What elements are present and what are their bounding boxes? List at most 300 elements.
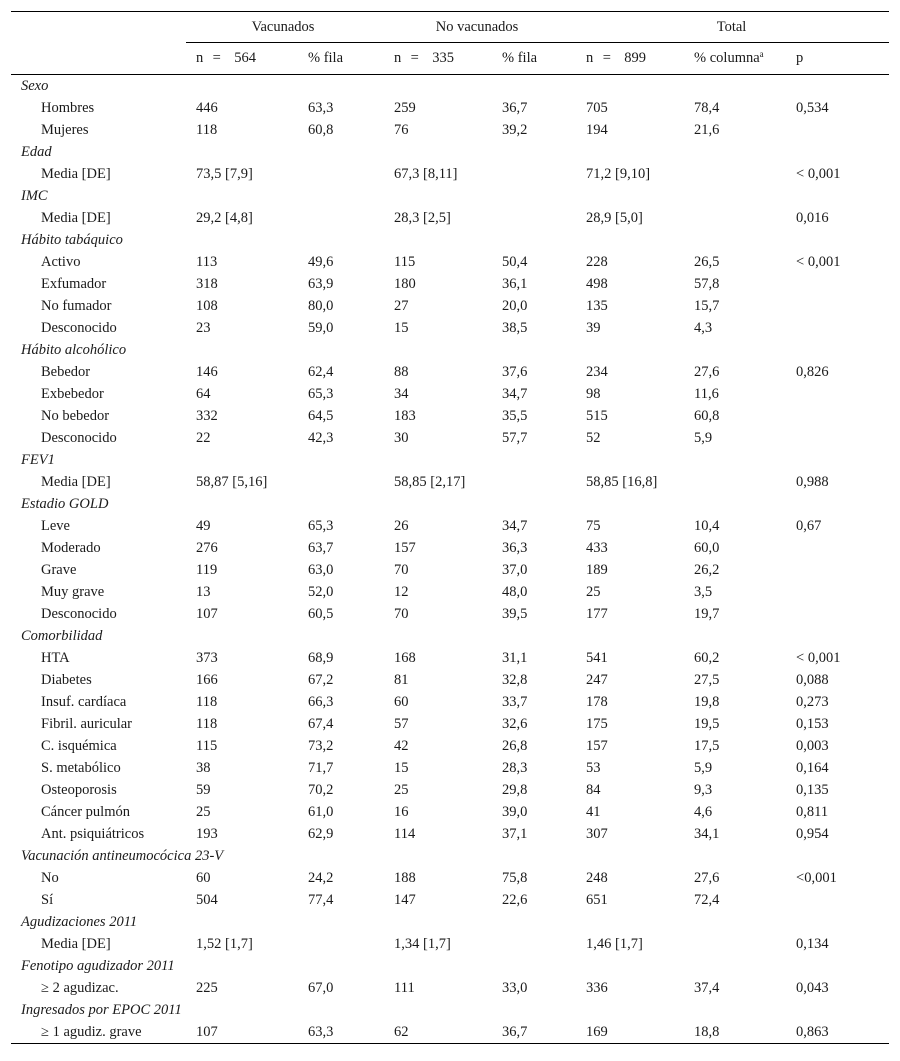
row-label: Activo: [41, 254, 81, 270]
n-vacunados-cell: 504: [196, 892, 218, 908]
row-label: Grave: [41, 562, 77, 578]
p-value-cell: [794, 889, 889, 911]
n-vacunados-cell: 113: [196, 254, 218, 270]
pct-no-vacunados-cell: 34,7: [502, 386, 528, 402]
empty-cell: [794, 625, 889, 647]
pct-total-cell: 78,4: [694, 100, 720, 116]
pct-header-total: % columna$^a$: [692, 43, 794, 75]
row-label: No fumador: [41, 298, 112, 314]
pct-no-vacunados-cell: 33,7: [502, 694, 528, 710]
empty-cell: [304, 955, 380, 977]
section-row: [11, 449, 889, 471]
n-total-cell: 307: [586, 826, 608, 842]
n-no-vacunados-cell: 26: [394, 518, 409, 534]
pct-vacunados-cell: 63,7: [308, 540, 334, 556]
empty-cell: [794, 185, 889, 207]
pct-no-vacunados-cell: 32,8: [502, 672, 528, 688]
empty-cell: [794, 449, 889, 471]
empty-cell: [692, 141, 794, 163]
table-row: [11, 295, 889, 317]
pct-no-vacunados-cell: 36,1: [502, 276, 528, 292]
empty-cell: [380, 141, 498, 163]
n-total-cell: 53: [586, 760, 601, 776]
empty-cell: [692, 493, 794, 515]
row-label: Media [DE]: [41, 936, 111, 952]
pct-total-cell: 15,7: [694, 298, 720, 314]
p-value-cell: < 0,001: [796, 650, 841, 666]
pct-vacunados-cell: 49,6: [308, 254, 334, 270]
pct-total-cell: 10,4: [694, 518, 720, 534]
empty-cell: [380, 955, 498, 977]
pct-no-vacunados-cell: 57,7: [502, 430, 528, 446]
empty-cell: [304, 625, 380, 647]
pct-total-cell: 27,6: [694, 364, 720, 380]
pct-vacunados-cell: 60,5: [308, 606, 334, 622]
pct-no-vacunados-cell: 37,0: [502, 562, 528, 578]
pct-total-cell: 60,0: [694, 540, 720, 556]
pct-total-cell: 21,6: [694, 122, 720, 138]
n-total-cell: 39: [586, 320, 601, 336]
n-total-cell: 541: [586, 650, 608, 666]
pct-total-cell: 19,5: [694, 716, 720, 732]
pct-vacunados-cell: 63,3: [308, 100, 334, 116]
pct-total-cell: 5,9: [694, 430, 713, 446]
n-total-cell: 177: [586, 606, 608, 622]
pct-total-cell: 17,5: [694, 738, 720, 754]
pct-vacunados-cell: 77,4: [308, 892, 334, 908]
empty-cell: [692, 75, 794, 98]
row-label: Sí: [41, 892, 54, 908]
empty-cell: [574, 229, 692, 251]
n-vacunados-cell: 115: [196, 738, 218, 754]
row-label: ≥ 2 agudizac.: [41, 980, 119, 996]
pct-no-vacunados-cell: 36,7: [498, 1021, 574, 1044]
empty-cell: [498, 207, 574, 229]
row-label: Exbebedor: [41, 386, 104, 402]
n-total-cell: 41: [586, 804, 601, 820]
pct-vacunados-cell: 63,9: [308, 276, 334, 292]
n-vacunados-cell: 107: [196, 606, 218, 622]
section-label: Agudizaciones 2011: [21, 914, 138, 930]
empty-cell: [574, 493, 692, 515]
pct-no-vacunados-cell: 26,8: [502, 738, 528, 754]
n-vacunados-cell: 118: [196, 716, 218, 732]
n-no-vacunados-cell: 183: [394, 408, 416, 424]
p-value-cell: 0,273: [796, 694, 829, 710]
empty-cell: [304, 845, 380, 867]
pct-vacunados-cell: 62,9: [308, 826, 334, 842]
group-header-vacunados: Vacunados: [186, 12, 380, 43]
pct-header-no-vacunados: % fila: [498, 43, 574, 75]
pct-vacunados-cell: 71,7: [308, 760, 334, 776]
n-vacunados-cell: 276: [196, 540, 218, 556]
pct-no-vacunados-cell: 32,6: [502, 716, 528, 732]
empty-cell: [186, 185, 304, 207]
pct-total-cell: 60,2: [694, 650, 720, 666]
p-value-cell: [794, 603, 889, 625]
table-row: [11, 537, 889, 559]
empty-cell: [304, 141, 380, 163]
n-no-vacunados-cell: 57: [394, 716, 409, 732]
empty-cell: [498, 493, 574, 515]
n-vacunados-cell: 64: [196, 386, 211, 402]
n-vacunados-cell: 318: [196, 276, 218, 292]
mean-total-cell: 58,85 [16,8]: [586, 474, 658, 490]
empty-cell: [498, 911, 574, 933]
row-label: Cáncer pulmón: [41, 804, 130, 820]
section-label: Hábito alcohólico: [21, 342, 127, 358]
section-row: [11, 141, 889, 163]
empty-cell: [380, 625, 498, 647]
empty-cell: [186, 493, 304, 515]
section-row: [11, 999, 889, 1021]
mean-no-vacunados-cell: 67,3 [8,11]: [394, 166, 458, 182]
row-label: Leve: [41, 518, 70, 534]
table-row: [11, 867, 889, 889]
p-value-cell: 0,67: [796, 518, 822, 534]
empty-cell: [186, 75, 304, 98]
n-no-vacunados-cell: 147: [394, 892, 416, 908]
n-total-cell: 25: [586, 584, 601, 600]
n-vacunados-cell: 60: [196, 870, 211, 886]
pct-total-cell: 19,8: [694, 694, 720, 710]
n-total-cell: 433: [586, 540, 608, 556]
section-row: [11, 845, 889, 867]
empty-cell: [794, 845, 889, 867]
mean-no-vacunados-cell: 58,85 [2,17]: [394, 474, 466, 490]
n-vacunados-cell: 118: [196, 122, 218, 138]
pct-vacunados-cell: 67,2: [308, 672, 334, 688]
n-no-vacunados-cell: 115: [394, 254, 416, 270]
empty-cell: [794, 911, 889, 933]
p-value-cell: [794, 405, 889, 427]
pct-vacunados-cell: 59,0: [308, 320, 334, 336]
row-label: Desconocido: [41, 320, 117, 336]
p-value-cell: [794, 537, 889, 559]
empty-cell: [498, 185, 574, 207]
empty-cell: [498, 471, 574, 493]
section-row: [11, 493, 889, 515]
pct-no-vacunados-cell: 39,2: [502, 122, 528, 138]
n-no-vacunados-cell: 88: [394, 364, 409, 380]
mean-vacunados-cell: 73,5 [7,9]: [196, 166, 253, 182]
empty-cell: [380, 493, 498, 515]
empty-cell: [498, 933, 574, 955]
n-total-cell: 248: [586, 870, 608, 886]
pct-no-vacunados-cell: 37,6: [502, 364, 528, 380]
pct-no-vacunados-cell: 35,5: [502, 408, 528, 424]
row-label: Bebedor: [41, 364, 91, 380]
empty-cell: [304, 999, 380, 1021]
table-body: [11, 75, 889, 1044]
n-total-cell: 98: [586, 386, 601, 402]
empty-cell: [574, 911, 692, 933]
table-row: [11, 977, 889, 999]
p-value-cell: [794, 581, 889, 603]
table-row: [11, 691, 889, 713]
p-value-cell: 0,135: [796, 782, 829, 798]
row-label: S. metabólico: [41, 760, 121, 776]
n-vacunados-cell: 25: [196, 804, 211, 820]
n-no-vacunados-cell: 15: [394, 760, 409, 776]
section-row: [11, 339, 889, 361]
section-row: [11, 229, 889, 251]
table-row: [11, 713, 889, 735]
n-no-vacunados-cell: 25: [394, 782, 409, 798]
empty-cell: [186, 229, 304, 251]
pct-total-cell: 19,7: [694, 606, 720, 622]
pct-vacunados-cell: 67,0: [308, 980, 334, 996]
p-value-cell: 0,134: [796, 936, 829, 952]
empty-cell: [692, 339, 794, 361]
pct-no-vacunados-cell: 28,3: [502, 760, 528, 776]
n-vacunados-cell: 108: [196, 298, 218, 314]
n-total-cell: 175: [586, 716, 608, 732]
empty-cell: [304, 493, 380, 515]
n-no-vacunados-cell: 16: [394, 804, 409, 820]
table-container: [11, 11, 889, 1044]
group-header-total: Total: [574, 12, 889, 43]
n-total-cell: 228: [586, 254, 608, 270]
pct-total-cell: 27,6: [694, 870, 720, 886]
empty-cell: [186, 339, 304, 361]
empty-cell: [692, 163, 794, 185]
empty-cell: [498, 163, 574, 185]
empty-cell: [574, 339, 692, 361]
mean-no-vacunados-cell: 28,3 [2,5]: [394, 210, 451, 226]
empty-cell: [498, 955, 574, 977]
pct-vacunados-cell: 73,2: [308, 738, 334, 754]
n-header-no-vacunados: n = 335: [380, 43, 498, 75]
n-total-cell: 189: [586, 562, 608, 578]
empty-cell: [692, 625, 794, 647]
empty-cell: [186, 911, 304, 933]
table-row: [11, 581, 889, 603]
n-no-vacunados-cell: 34: [394, 386, 409, 402]
n-no-vacunados-cell: 188: [394, 870, 416, 886]
p-value-cell: < 0,001: [796, 166, 841, 182]
table-row: [11, 361, 889, 383]
n-total-cell: 194: [586, 122, 608, 138]
pct-total-cell: 60,8: [694, 408, 720, 424]
n-no-vacunados-cell: 70: [394, 606, 409, 622]
section-row: [11, 955, 889, 977]
empty-cell: [304, 185, 380, 207]
empty-cell: [692, 207, 794, 229]
empty-cell: [574, 955, 692, 977]
section-label: Fenotipo agudizador 2011: [21, 958, 175, 974]
row-label: Moderado: [41, 540, 101, 556]
table-row: [11, 889, 889, 911]
table-row: [11, 647, 889, 669]
n-vacunados-cell: 59: [196, 782, 211, 798]
table-row: [11, 97, 889, 119]
table-row: [11, 471, 889, 493]
empty-cell: [498, 75, 574, 98]
mean-vacunados-cell: 58,87 [5,16]: [196, 474, 268, 490]
section-label: Vacunación antineumocócica 23-V: [21, 848, 224, 864]
mean-total-cell: 1,46 [1,7]: [586, 936, 643, 952]
pct-total-cell: 4,6: [694, 804, 713, 820]
n-no-vacunados-cell: 62: [380, 1021, 498, 1044]
n-no-vacunados-cell: 157: [394, 540, 416, 556]
empty-cell: [574, 141, 692, 163]
mean-no-vacunados-cell: 1,34 [1,7]: [394, 936, 451, 952]
n-vacunados-cell: 446: [196, 100, 218, 116]
empty-cell: [304, 339, 380, 361]
empty-cell: [794, 229, 889, 251]
n-total-cell: 169: [574, 1021, 692, 1044]
row-label: No: [41, 870, 59, 886]
section-label: Hábito tabáquico: [21, 232, 123, 248]
pct-vacunados-cell: 70,2: [308, 782, 334, 798]
empty-cell: [692, 955, 794, 977]
pct-vacunados-cell: 24,2: [308, 870, 334, 886]
empty-cell: [380, 339, 498, 361]
empty-cell: [304, 911, 380, 933]
empty-cell: [186, 999, 304, 1021]
header-empty: [11, 12, 186, 43]
table-row: [11, 317, 889, 339]
row-label: Fibril. auricular: [41, 716, 133, 732]
table-row: [11, 603, 889, 625]
n-no-vacunados-cell: 70: [394, 562, 409, 578]
table-row: [11, 163, 889, 185]
n-total-cell: 52: [586, 430, 601, 446]
n-no-vacunados-cell: 60: [394, 694, 409, 710]
empty-cell: [692, 933, 794, 955]
row-label: HTA: [41, 650, 70, 666]
empty-cell: [380, 999, 498, 1021]
n-total-cell: 75: [586, 518, 601, 534]
row-label: Exfumador: [41, 276, 107, 292]
row-label: Desconocido: [41, 606, 117, 622]
n-no-vacunados-cell: 76: [394, 122, 409, 138]
section-row: [11, 75, 889, 98]
empty-cell: [794, 999, 889, 1021]
section-label: Edad: [21, 144, 52, 160]
empty-cell: [380, 449, 498, 471]
pct-total-cell: 26,2: [694, 562, 720, 578]
n-vacunados-cell: 225: [196, 980, 218, 996]
p-value-cell: 0,954: [796, 826, 829, 842]
n-total-cell: 84: [586, 782, 601, 798]
empty-cell: [380, 911, 498, 933]
empty-cell: [186, 449, 304, 471]
pct-total-cell: 9,3: [694, 782, 713, 798]
empty-cell: [380, 229, 498, 251]
row-label: C. isquémica: [41, 738, 117, 754]
empty-cell: [794, 141, 889, 163]
empty-cell: [574, 845, 692, 867]
pct-total-cell: 34,1: [694, 826, 720, 842]
pct-vacunados-cell: 68,9: [308, 650, 334, 666]
pct-total-cell: 4,3: [694, 320, 713, 336]
empty-cell: [574, 185, 692, 207]
table-row: [11, 405, 889, 427]
p-value-cell: [794, 427, 889, 449]
row-label: Hombres: [41, 100, 95, 116]
empty-cell: [692, 229, 794, 251]
pct-no-vacunados-cell: 29,8: [502, 782, 528, 798]
n-no-vacunados-cell: 27: [394, 298, 409, 314]
table-row: [11, 515, 889, 537]
n-header-total: n = 899: [574, 43, 692, 75]
pct-no-vacunados-cell: 38,5: [502, 320, 528, 336]
n-total-cell: 705: [586, 100, 608, 116]
n-no-vacunados-cell: 168: [394, 650, 416, 666]
n-total-cell: 336: [586, 980, 608, 996]
section-label: Comorbilidad: [21, 628, 103, 644]
n-vacunados-cell: 13: [196, 584, 211, 600]
empty-cell: [498, 999, 574, 1021]
empty-cell: [692, 999, 794, 1021]
empty-cell: [498, 141, 574, 163]
pct-vacunados-cell: 60,8: [308, 122, 334, 138]
mean-vacunados-cell: 29,2 [4,8]: [196, 210, 253, 226]
empty-cell: [186, 955, 304, 977]
empty-cell: [574, 449, 692, 471]
p-value-cell: 0,043: [796, 980, 829, 996]
table-row: [11, 1021, 889, 1044]
n-no-vacunados-cell: 114: [394, 826, 416, 842]
row-label: Media [DE]: [41, 166, 111, 182]
empty-cell: [794, 339, 889, 361]
empty-cell: [304, 163, 380, 185]
p-value-cell: <0,001: [796, 870, 837, 886]
table-row: [11, 251, 889, 273]
table-row: [11, 933, 889, 955]
empty-cell: [574, 625, 692, 647]
pct-no-vacunados-cell: 20,0: [502, 298, 528, 314]
empty-cell: [692, 449, 794, 471]
pct-vacunados-cell: 65,3: [308, 386, 334, 402]
empty-cell: [304, 229, 380, 251]
empty-cell: [794, 493, 889, 515]
n-total-cell: 651: [586, 892, 608, 908]
table-row: [11, 559, 889, 581]
section-row: [11, 625, 889, 647]
n-total-cell: 247: [586, 672, 608, 688]
pct-vacunados-cell: 52,0: [308, 584, 334, 600]
subheader-empty: [11, 43, 186, 75]
mean-total-cell: 71,2 [9,10]: [586, 166, 651, 182]
p-value-cell: 0,164: [796, 760, 829, 776]
row-label: Media [DE]: [41, 210, 111, 226]
n-no-vacunados-cell: 42: [394, 738, 409, 754]
mean-total-cell: 28,9 [5,0]: [586, 210, 643, 226]
pct-no-vacunados-cell: 22,6: [502, 892, 528, 908]
pct-no-vacunados-cell: 50,4: [502, 254, 528, 270]
n-vacunados-cell: 118: [196, 694, 218, 710]
n-vacunados-cell: 373: [196, 650, 218, 666]
pct-total-cell: 26,5: [694, 254, 720, 270]
n-total-cell: 515: [586, 408, 608, 424]
empty-cell: [498, 339, 574, 361]
row-label: No bebedor: [41, 408, 110, 424]
pct-vacunados-cell: 62,4: [308, 364, 334, 380]
section-label: Sexo: [21, 78, 49, 94]
pct-no-vacunados-cell: 34,7: [502, 518, 528, 534]
pct-vacunados-cell: 65,3: [308, 518, 334, 534]
p-value-cell: [794, 295, 889, 317]
n-total-cell: 157: [586, 738, 608, 754]
row-label: Insuf. cardíaca: [41, 694, 127, 710]
n-vacunados-cell: 107: [186, 1021, 304, 1044]
p-value-cell: 0,811: [796, 804, 829, 820]
pct-vacunados-cell: 64,5: [308, 408, 334, 424]
n-header-vacunados: n = 564: [186, 43, 304, 75]
